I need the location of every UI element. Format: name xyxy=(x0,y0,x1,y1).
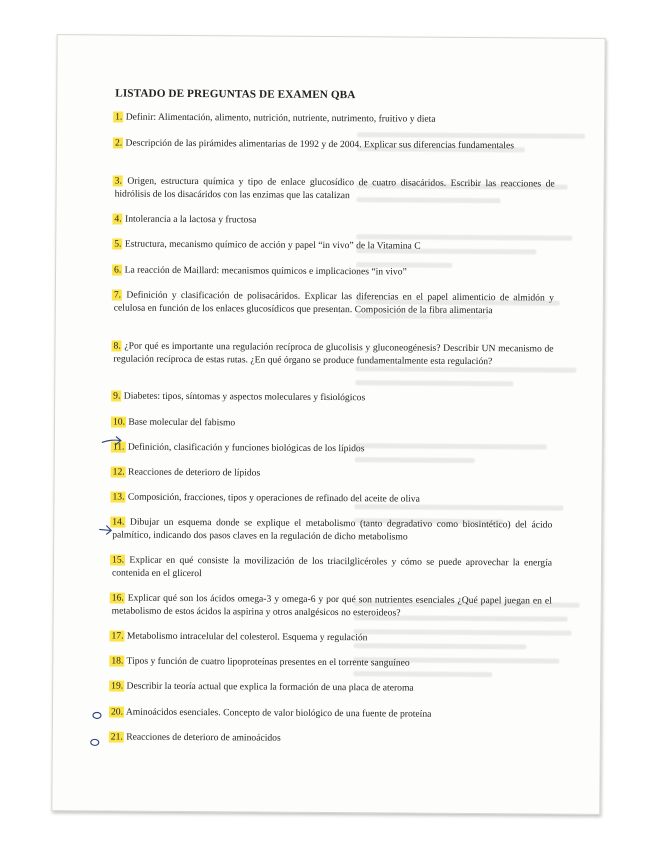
question-text: Describir la teoría actual que explica la formación de una placa de ateroma xyxy=(126,680,414,694)
question-14 xyxy=(112,516,552,544)
question-text: Metabolismo intracelular del colesterol. Esquema y regulación xyxy=(126,630,368,644)
question-18 xyxy=(111,655,551,671)
question-number: 18. xyxy=(111,655,124,667)
question-text: Reacciones de deterioro de aminoácidos xyxy=(126,731,281,744)
question-number: 20. xyxy=(110,706,124,718)
question-text: Explicar qué son los ácidos omega-3 y omega-6 y por qué son nutrientes esenciales ¿Qué papel juegan en el metabolismo de estos ácidos la aspirina y otros analgésicos no esteroideos? xyxy=(111,592,552,619)
question-19 xyxy=(111,680,551,696)
question-number: 8. xyxy=(113,340,121,352)
question-number: 1. xyxy=(115,111,123,123)
question-12 xyxy=(113,466,553,482)
question-number: 6. xyxy=(114,264,122,276)
document-title: LISTADO DE PREGUNTAS DE EXAMEN QBA xyxy=(115,87,356,102)
question-17 xyxy=(111,630,551,646)
question-text: Intolerancia a la lactosa y fructosa xyxy=(125,213,257,226)
question-text: Tipos y función de cuatro lipoproteínas presentes en el torrente sanguíneo xyxy=(126,655,410,669)
question-text: Origen, estructura química y tipo de enlace glucosídico de cuatro disacáridos. Escribir las reacciones de hidrólisis de los disacáridos con las enzimas que las catalizan xyxy=(114,175,555,201)
question-2 xyxy=(115,138,555,154)
question-number: 10. xyxy=(112,416,126,428)
question-4 xyxy=(114,214,554,230)
question-text: Descripción de las pirámides alimentarias de 1992 y de 2004. Explicar sus diferencias fundamentales xyxy=(125,137,515,152)
question-number: 12. xyxy=(112,466,125,478)
handwritten-arrow-icon xyxy=(101,435,123,447)
question-text: Base molecular del fabismo xyxy=(128,416,236,429)
question-text: Diabetes: tipos, síntomas y aspectos moleculares y fisiológicos xyxy=(123,390,366,404)
question-5 xyxy=(114,239,554,255)
question-text: Definición, clasificación y funciones biológicas de los lípidos xyxy=(127,441,365,455)
question-13 xyxy=(112,491,552,507)
question-number: 11. xyxy=(112,441,125,453)
question-number: 7. xyxy=(113,289,122,301)
question-number: 4. xyxy=(114,213,122,225)
question-number: 3. xyxy=(114,175,122,187)
handwritten-arrow-icon xyxy=(98,523,114,537)
question-3 xyxy=(115,176,555,204)
question-number: 13. xyxy=(112,491,125,503)
question-text: Definición y clasificación de polisacáridos. Explicar las diferencias en el papel alimenticio de almidón y celulosa en función de los enlaces glucosídicos que presentan. Composición de la fibra alimentaria xyxy=(113,289,554,316)
question-text: ¿Por qué es importante una regulación recíproca de glucolisis y gluconeogénesis? Describir UN mecanismo de regulación recíproca de estas rutas. ¿En qué órgano se produce fundamentalmente esta regulación? xyxy=(113,340,554,367)
question-11 xyxy=(113,441,553,457)
question-text: Explicar en qué consiste la movilización de los triacilglicéroles y cómo se puede aprovechar la energía contenida en el glicerol xyxy=(111,554,553,579)
question-number: 16. xyxy=(111,592,124,604)
question-number: 21. xyxy=(110,731,123,743)
scanned-page xyxy=(51,34,605,815)
question-text: Dibujar un esquema donde se explique el metabolismo (tanto degradativo como biosintético) del ácido palmítico, indicando dos pasos claves en la regulación de dicho metabolismo xyxy=(112,516,553,543)
question-21 xyxy=(111,731,551,747)
question-number: 5. xyxy=(114,238,122,250)
question-number: 15. xyxy=(112,554,125,566)
question-number: 19. xyxy=(111,680,124,692)
question-text: Definir: Alimentación, alimento, nutrición, nutriente, nutrimento, fruitivo y dieta xyxy=(125,111,436,125)
question-text: La reacción de Maillard: mecanismos químicos e implicaciones “in vivo” xyxy=(124,264,407,278)
question-10 xyxy=(113,416,553,432)
question-7 xyxy=(114,289,554,317)
question-number: 17. xyxy=(111,630,124,642)
question-number: 9. xyxy=(113,390,121,402)
question-1 xyxy=(115,112,555,128)
handwritten-circle-icon xyxy=(89,737,101,747)
question-number: 14. xyxy=(112,516,125,528)
question-text: Composición, fracciones, tipos y operaciones de refinado del aceite de oliva xyxy=(127,491,420,505)
question-6 xyxy=(114,264,554,280)
question-text: Aminoácidos esenciales. Concepto de valor biológico de una fuente de proteína xyxy=(125,706,432,720)
question-16 xyxy=(112,592,552,620)
question-number: 2. xyxy=(114,137,123,149)
question-9 xyxy=(113,390,553,406)
question-text: Reacciones de deterioro de lípidos xyxy=(128,466,261,479)
handwritten-circle-icon xyxy=(91,710,103,720)
question-text: Estructura, mecanismo químico de acción y papel “in vivo” de la Vitamina C xyxy=(124,238,421,252)
question-8 xyxy=(113,340,553,368)
question-15 xyxy=(112,554,552,582)
question-20 xyxy=(111,706,551,722)
